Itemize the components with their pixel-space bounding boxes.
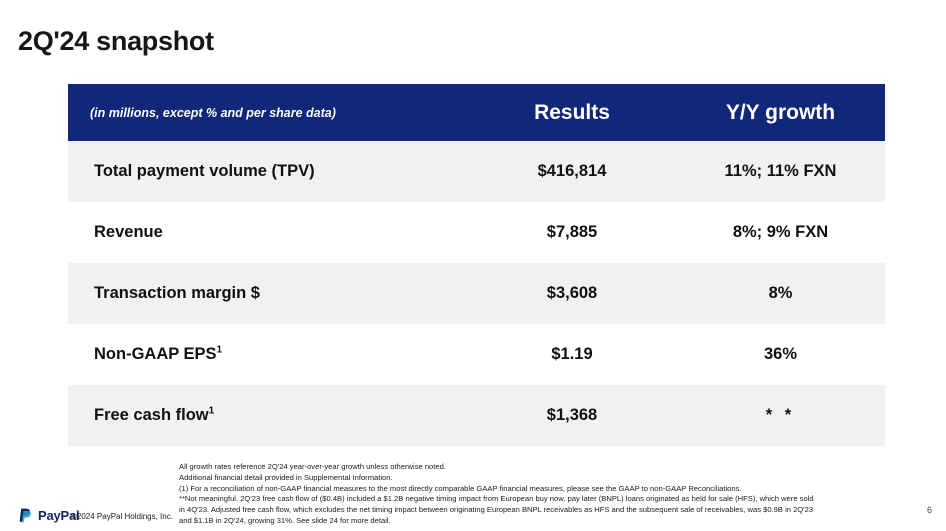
row-label-text: Revenue (94, 223, 163, 241)
row-label (68, 223, 468, 242)
row-label (68, 345, 468, 364)
row-growth: 36% (763, 345, 798, 363)
table-row (68, 385, 885, 446)
paypal-p-icon (18, 508, 32, 523)
row-growth: * * (765, 406, 796, 424)
footnote-line-1: All growth rates reference 2Q'24 year-over-year growth unless otherwise noted. (179, 462, 446, 471)
table-row (68, 263, 885, 324)
page-number: 6 (926, 505, 932, 515)
table-row (68, 324, 885, 385)
row-value: $416,814 (537, 162, 607, 180)
row-value: $1,368 (546, 406, 598, 424)
table-header-row (68, 84, 885, 141)
row-growth: 8% (768, 284, 793, 302)
row-growth: 11%; 11% FXN (724, 162, 837, 180)
row-label (68, 406, 468, 425)
header-units-note: (in millions, except % and per share data) (90, 105, 336, 120)
row-value: $1.19 (551, 345, 593, 363)
row-growth: 8%; 9% FXN (732, 223, 829, 241)
footnotes (179, 462, 819, 527)
footnote-line-3: (1) For a reconciliation of non-GAAP financial measures to the most directly comparable GAAP financial measures, please see the GAAP to non-GAAP Reconciliations. (179, 483, 742, 493)
table-row (68, 141, 885, 202)
row-label-text: Free cash flow (94, 406, 209, 424)
row-label-superscript: 1 (216, 344, 223, 356)
table-row (68, 202, 885, 263)
paypal-wordmark: PayPal (38, 508, 80, 523)
row-label (68, 162, 468, 181)
row-value: $7,885 (546, 223, 598, 241)
row-label-superscript: 1 (208, 405, 215, 417)
row-label-text: Total payment volume (TPV) (94, 162, 315, 180)
page-title: 2Q'24 snapshot (18, 26, 214, 56)
header-growth: Y/Y growth (725, 100, 836, 124)
row-label-text: Transaction margin $ (94, 284, 260, 302)
footnote-line-4: **Not meaningful. 2Q'23 free cash flow of ($0.4B) included a $1.2B negative timing impact from European buy now, pay later (BNPL) loans originated as held for sale (HFS), which were sold in 4Q'23. Adjusted free cash flow, which excludes the net timing impact between originating European BNPL receivables as HFS and the subsequent sale of receivables, was $0.9B in 2Q'23 and $1.1B in 2Q'24, growing 31%. See slide 24 for more detail. (179, 494, 814, 525)
snapshot-table (68, 84, 885, 446)
row-label (68, 284, 468, 303)
header-results: Results (534, 100, 610, 124)
footnote-line-2: Additional financial detail provided in Supplemental Information. (179, 472, 393, 482)
row-value: $3,608 (546, 284, 598, 302)
copyright-text: ©2024 PayPal Holdings, Inc. (71, 512, 173, 521)
row-label-text: Non-GAAP EPS (94, 345, 217, 363)
